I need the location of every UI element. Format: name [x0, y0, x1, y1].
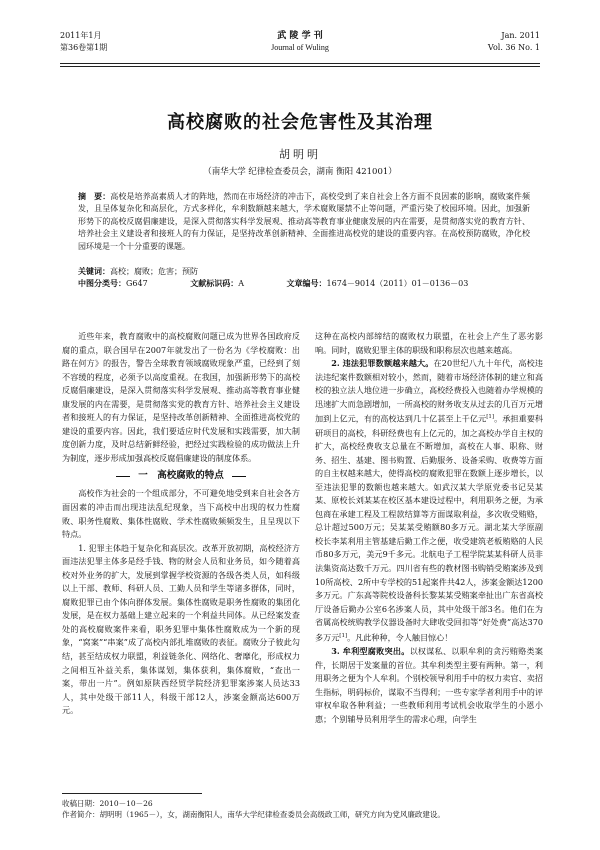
id-value: 1674－9014（2011）01－0136－03: [326, 279, 469, 288]
article-title: 高校腐败的社会危害性及其治理: [167, 112, 433, 133]
doc-label: 文献标识码：: [190, 278, 239, 288]
clc-code: [78, 279, 168, 288]
point-2-text: 在20世纪八九十年代，高校违法违纪案件数额相对较小，然而，随着市场经济体制的建立和高校的独立法人地位进一步确立，高校经费投入也随着办学规模的迅速扩大而急剧增加，一所高校的财务收支从过去的几百万元增加到上亿元，有的高校达到几十亿甚至上千亿元: [315, 358, 543, 424]
id-label: 文章编号：: [286, 278, 327, 288]
paragraph-intro: 近些年来，教育腐败中的高校腐败问题已成为世界各国政府反腐的重点，联合国早在2007年就发出了一份名为《学校腐败：出路在何方》的报告，警告全球教育领域腐败现象严重，已经到了刻不容缓的程度，必须予以高度重视。在我国，加强新形势下的高校反腐倡廉建设，是深入贯彻落实科学发展观、推动高等教育事业健康发展的内在需要，是贯彻落实党的教育方针、培养社会主义建设者和接班人的有力保证，是坚持改革创新精神、全面推进高校党的建设的重要内容。因此，我们要适应时代发展和实践需要，加大制度创新力度，及时总结新鲜经验，把经过实践检验的成功做法上升为制度，逐步形成加强高校反腐倡廉建设的制度体系。: [62, 331, 300, 463]
clc-value: G647: [126, 279, 148, 288]
body-column-left: [62, 330, 300, 718]
paragraph-point-3: [315, 645, 543, 726]
doc-value: A: [238, 279, 244, 288]
classification-line: [78, 278, 530, 289]
section-title: 一 高校腐败的特点: [138, 470, 224, 482]
header-issue-right: [488, 30, 540, 54]
point-2-text-end: 。凡此种种，令人触目惊心！: [347, 632, 453, 643]
abstract: [78, 190, 530, 253]
article-author: 胡明明: [279, 148, 321, 161]
heading-dash-right: [232, 476, 246, 477]
header-journal: [60, 30, 540, 54]
paragraph-continued: 这种在高校内部缔结的腐败权力联盟，在社会上产生了恶劣影响。同时，腐败犯罪主体的职级和职称层次也越来越高。: [315, 331, 543, 355]
keywords: [78, 266, 198, 277]
citation-ref-2: [1]: [339, 632, 348, 639]
heading-dash-left: [116, 476, 130, 477]
header-rule: [60, 63, 540, 67]
header-date: 2011年1月: [60, 31, 102, 40]
article-affiliation: （南华大学 纪律检查委员会，湖南 衡阳 421001）: [203, 167, 397, 177]
journal-name-cn: 武 陵 学 刊: [277, 31, 323, 41]
keywords-label: 关键词：: [78, 266, 110, 276]
article-id: [287, 279, 489, 288]
body-column-right: [315, 330, 543, 726]
clc-label: 中图分类号：: [78, 278, 126, 288]
footnote-received: 收稿日期：2010－10－26: [62, 799, 153, 808]
abstract-label: 摘 要：: [78, 191, 111, 201]
footnote-author-bio: 作者简介：胡明明（1965－），女，湖南衡阳人，南华大学纪律检查委员会高级政工师，研究方向为党风廉政建设。: [62, 810, 445, 819]
header-volume-en: Vol. 36 No. 1: [487, 43, 540, 52]
point-2-text-cont: 。承担重要科研项目的高校，科研经费也有上亿元的，加之高校办学自主权的扩大，高校经费收支总量在不断增加，高校在人事、职称、财务、招生、基建、图书购置、后勤服务、设备采购、收费等方面的自主权越来越大，使得高校的腐败犯罪在数额上逐步增长，以至违法犯罪的数额也越来越大。如武汉某大学原党委书记吴某某、原校长刘某某在校区基本建设过程中，利用职务之便，为承包商在承建工程及工程款结算等方面谋取利益，多次收受贿赂，总计超过500万元；吴某某受贿额80多万元。湖北某大学原副校长李某利用主管基建后勤工作之便，收受建筑老板贿赂的人民币80多万元，美元9千多元。北航电子工程学院某某科研人员非法集资高达数千万元。四川省有些的教材图书购销受贿案涉及到10所高校、2所中专学校的51起案件共42人，涉案金额达1200多万元。广东高等院校设备科长黎某某受贿案牵扯出广东省高校厅设备后勤办公室6名涉案人员，其中处级干部3名。他们在为省属高校统购教学仪器设备时大肆收受回扣等“好处费”高达370多万元: [315, 413, 543, 643]
paragraph-point-1: 1. 犯罪主体趋于复杂化和高层次。改革开放初期，高校经济方面违法犯罪主体多是经手钱、物的财会人员和业务员，如今随着高校对外业务的扩大，发展到掌握学校资源的各级各类人员，如科级以上干部、教师、科研人员、工勤人员和学生等诸多群体，同时，腐败犯罪已由个体向群体发展。集体性腐败是职务性腐败的集团化发展，是在权力基础上建立起来的一个利益共同体。从已经案发查处的高校腐败案件来看，职务犯罪中集体性腐败成为一个新的现象，“窝案”“串案”成了高校内部扎堆腐败的表征。腐败分子彼此勾结，甚至结成权力联盟，利益链条化、网络化、奢靡化，形成权力之间相互补益关系，集体谋划，集体获利，集体腐败，“查出一案，带出一片”。例如原陕西经贸学院经济犯罪案涉案人员达33人，其中处级干部11人，科级干部12人，涉案金额高达600万元。: [62, 542, 300, 716]
keywords-text: 高校；腐败；危害；预防: [110, 267, 198, 276]
point-3-text: 以权谋私、以职牟利的贪污贿赂类案件，长期居于发案量的首位。其牟利类型主要有两种。第一，利用职务之便为个人牟利。个别校领导利用手中的权力卖官、卖招生指标，明码标价，谋取不当得利；一些专家学者利用手中的评审权牟取各种利益；一些教师利用考试机会收取学生的小恩小惠；个别辅导员利用学生的需求心理，向学生: [315, 645, 543, 724]
citation-ref: [1]: [486, 414, 495, 421]
header-volume: 第36卷第1期: [60, 43, 108, 52]
footnote-rule: [62, 793, 202, 794]
point-2-lead: 2. 违法犯罪数额越来越大。: [331, 358, 434, 369]
paragraph-section-intro: 高校作为社会的一个组成部分，不可避免地受到来自社会各方面因素的冲击而出现违法乱纪现象，当下高校中出现的权力性腐败、职务性腐败、集体性腐败、学术性腐败频频发生，且呈现以下特点。: [62, 488, 300, 540]
doc-code: [190, 279, 264, 288]
section-heading: [62, 465, 300, 487]
paragraph-point-2: [315, 357, 543, 645]
point-3-lead: 3. 牟利型腐败突出。: [331, 645, 410, 656]
journal-name-en: Journal of Wuling: [271, 43, 329, 52]
header-date-en: Jan. 2011: [501, 31, 540, 40]
abstract-text: 高校是培养高素质人才的阵地，然而在市场经济的冲击下，高校受到了来自社会上各方面不良因素的影响，腐败案件频发，且呈体复杂化和高层化，方式多样化，牟利数额越来越大，学术腐败屡禁不止等问题，严重污染了校园环境。因此，加强新形势下的高校反腐倡廉建设，是深入贯彻落实科学发展观、推动高等教育事业健康发展的内在需要，是贯彻落实党的教育方针、培养社会主义建设者和接班人的有力保证，是坚持改革创新精神、全面推进高校党的建设的重要内容。在高校预防腐败，净化校园环境是一个十分重要的课题。: [78, 192, 531, 251]
